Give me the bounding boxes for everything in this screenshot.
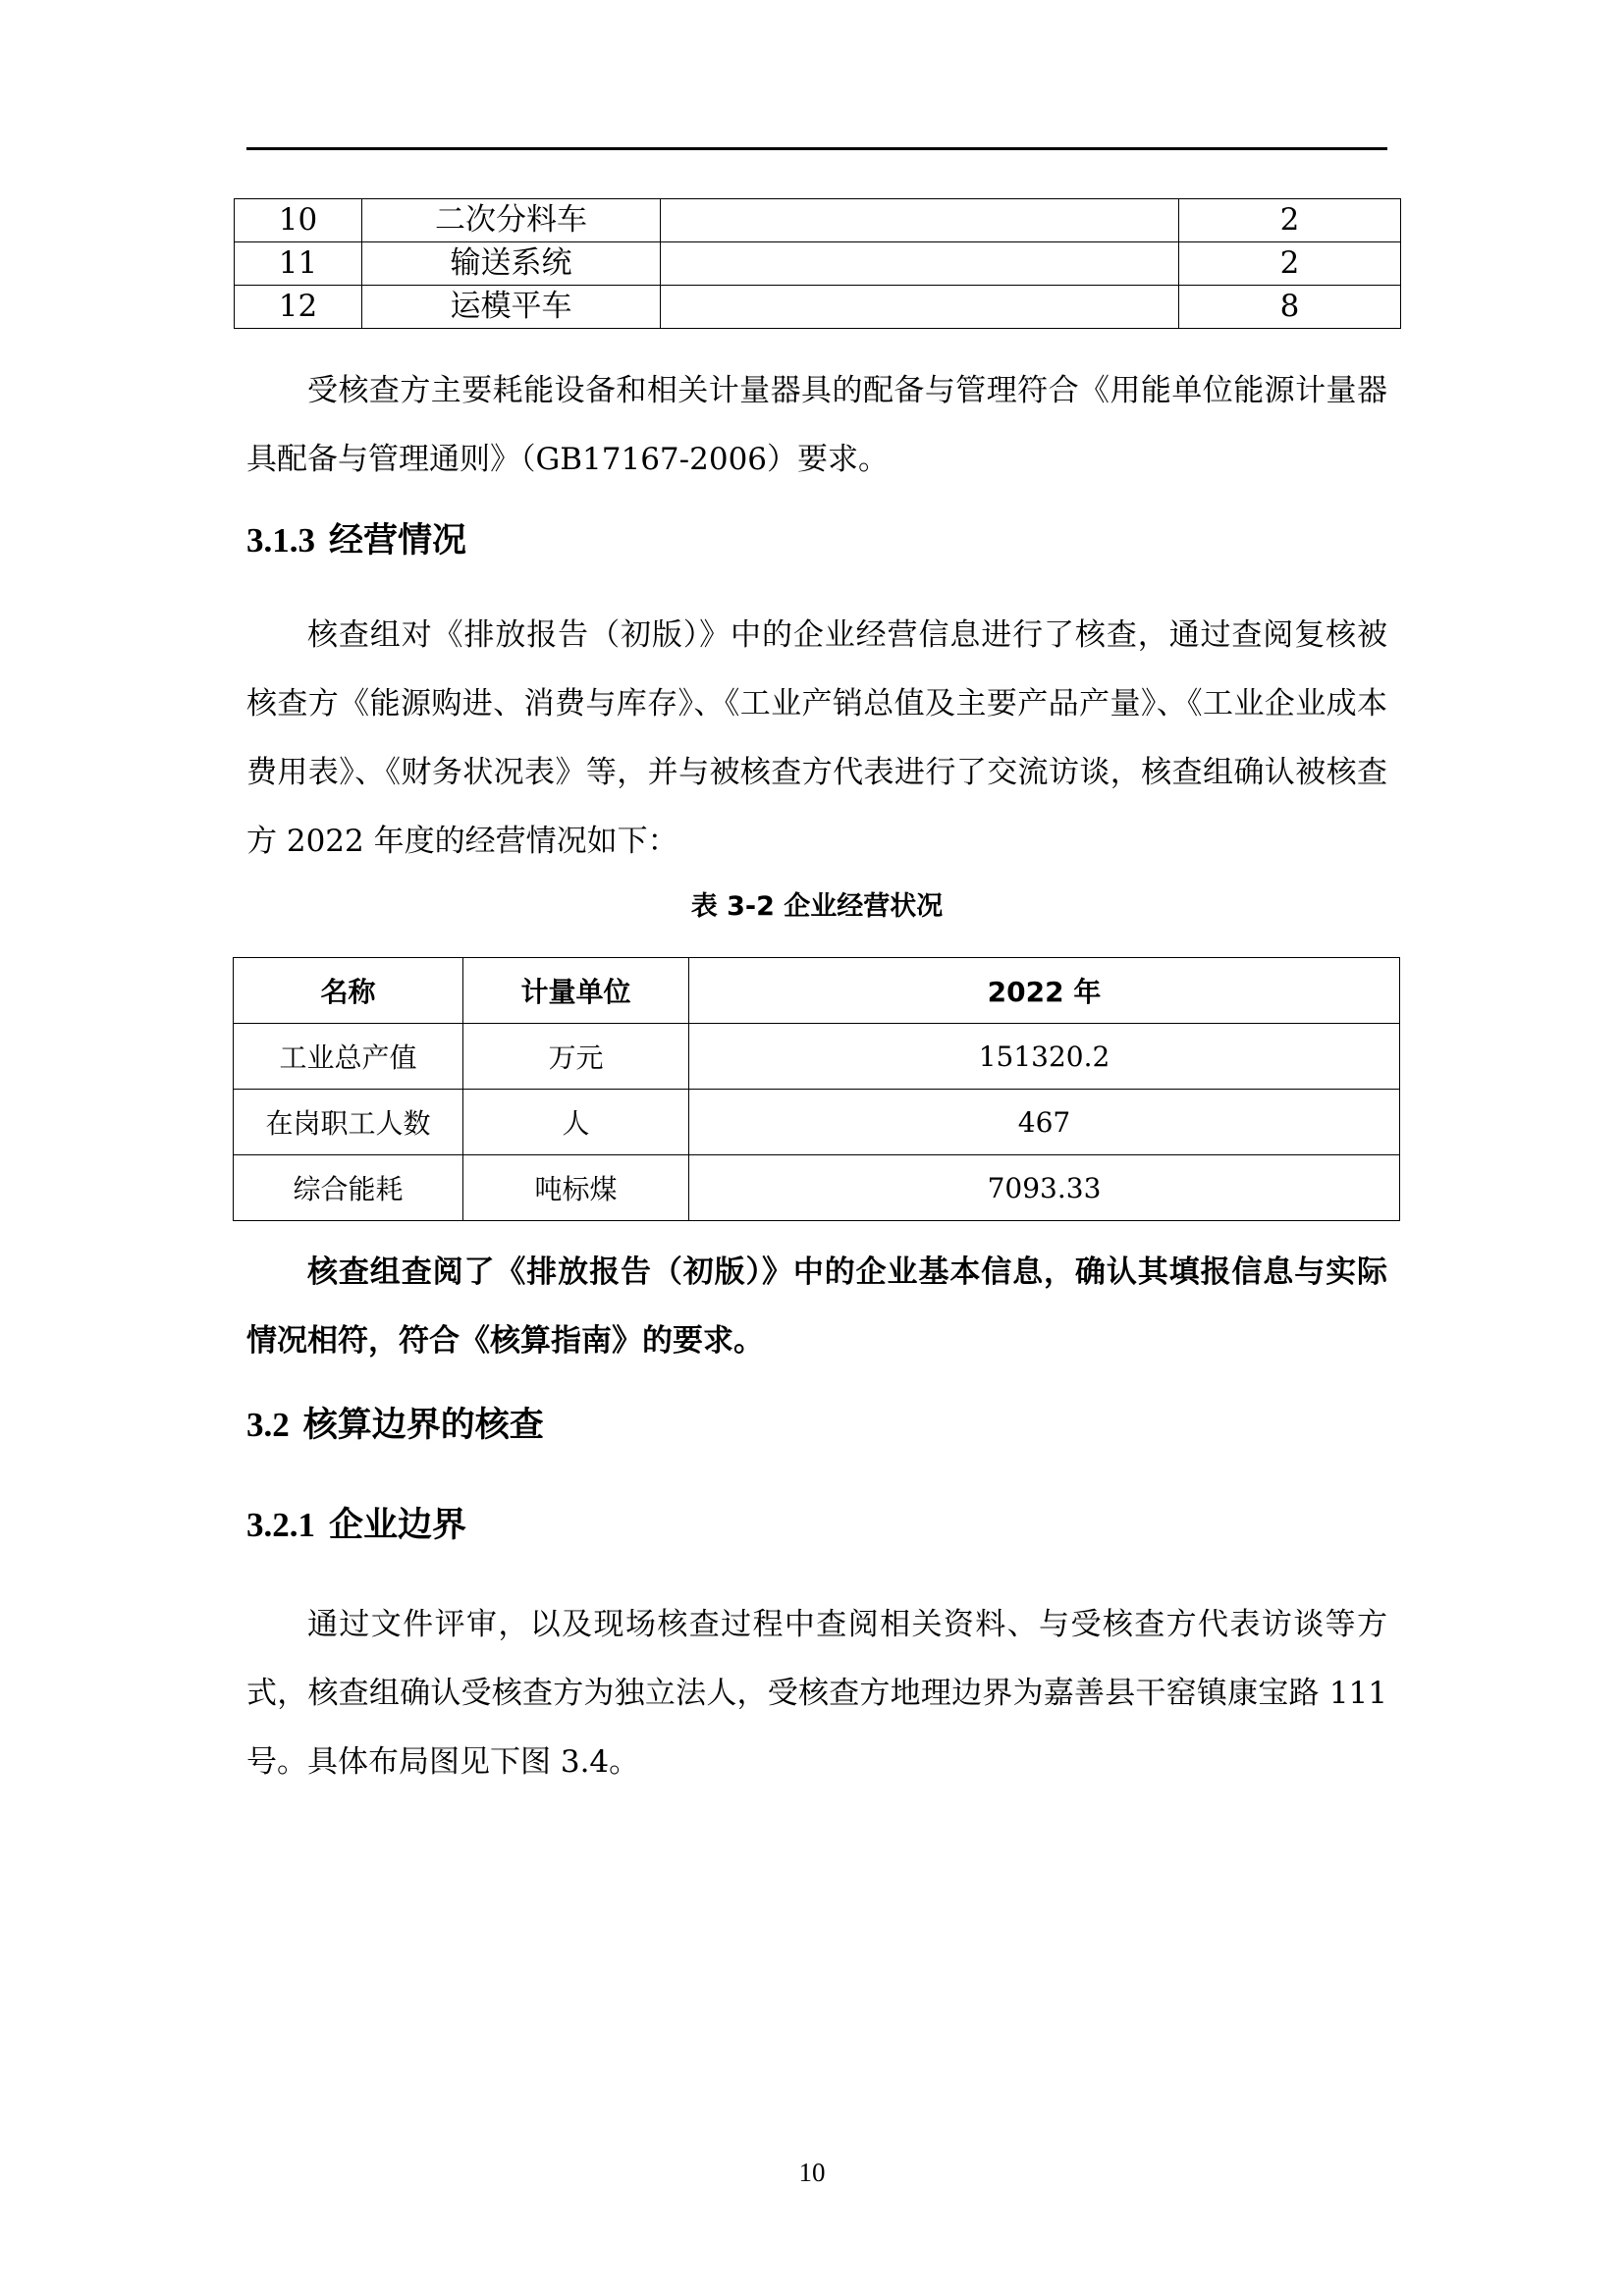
business-status-table [233,957,1400,1221]
metric-name: 综合能耗 [234,1155,463,1221]
column-header-unit: 计量单位 [463,958,689,1024]
metric-value: 151320.2 [689,1024,1400,1090]
paragraph-business-review: 核查组对《排放报告（初版）》中的企业经营信息进行了核查，通过查阅复核被核查方《能源购进、消费与库存》、《工业产销总值及主要产品产量》、《工业企业成本费用表》、《财务状况表》等，并与被核查方代表进行了交流访谈，核查组确认被核查方 2022 年度的经营情况如下： [246,617,1387,859]
equipment-spec [661,199,1179,242]
metric-name: 在岗职工人数 [234,1090,463,1155]
equipment-qty: 2 [1179,242,1401,286]
section-number: 3.2 [246,1406,290,1444]
equipment-spec [661,286,1179,329]
row-number: 10 [235,199,362,242]
row-number: 11 [235,242,362,286]
header-rule [246,147,1387,150]
table-row [234,1155,1400,1221]
table-row [235,286,1401,329]
equipment-name: 运模平车 [362,286,661,329]
section-title: 企业边界 [329,1506,467,1545]
equipment-name: 二次分料车 [362,199,661,242]
paragraph-conclusion: 核查组查阅了《排放报告（初版）》中的企业基本信息，确认其填报信息与实际情况相符，符合《核算指南》的要求。 [246,1255,1387,1359]
metric-unit: 万元 [463,1024,689,1090]
metric-value: 467 [689,1090,1400,1155]
section-title: 经营情况 [329,521,467,561]
section-number: 3.1.3 [246,521,315,560]
equipment-qty: 8 [1179,286,1401,329]
column-header-year: 2022 年 [689,958,1400,1024]
table-header-row [234,958,1400,1024]
metric-unit: 人 [463,1090,689,1155]
page-number: 10 [798,2158,826,2187]
table-caption: 表 3-2 企业经营状况 [690,891,944,922]
table-row [234,1024,1400,1090]
section-number: 3.2.1 [246,1506,315,1544]
section-heading-3-2-1 [246,1502,466,1549]
metric-unit: 吨标煤 [463,1155,689,1221]
equipment-table [234,198,1401,329]
section-heading-3-1-3 [246,517,466,564]
equipment-name: 输送系统 [362,242,661,286]
equipment-qty: 2 [1179,199,1401,242]
metric-name: 工业总产值 [234,1024,463,1090]
section-title: 核算边界的核查 [302,1406,544,1445]
metric-value: 7093.33 [689,1155,1400,1221]
paragraph-measuring-compliance: 受核查方主要耗能设备和相关计量器具的配备与管理符合《用能单位能源计量器具配备与管理通则》（GB17167-2006）要求。 [246,373,1387,477]
section-heading-3-2 [246,1402,544,1449]
row-number: 12 [235,286,362,329]
table-row [234,1090,1400,1155]
column-header-name: 名称 [234,958,463,1024]
paragraph-enterprise-boundary: 通过文件评审，以及现场核查过程中查阅相关资料、与受核查方代表访谈等方式，核查组确认受核查方为独立法人，受核查方地理边界为嘉善县干窑镇康宝路 111 号。具体布局图见下图 3.4。 [246,1607,1387,1780]
equipment-spec [661,242,1179,286]
table-row [235,242,1401,286]
table-row [235,199,1401,242]
